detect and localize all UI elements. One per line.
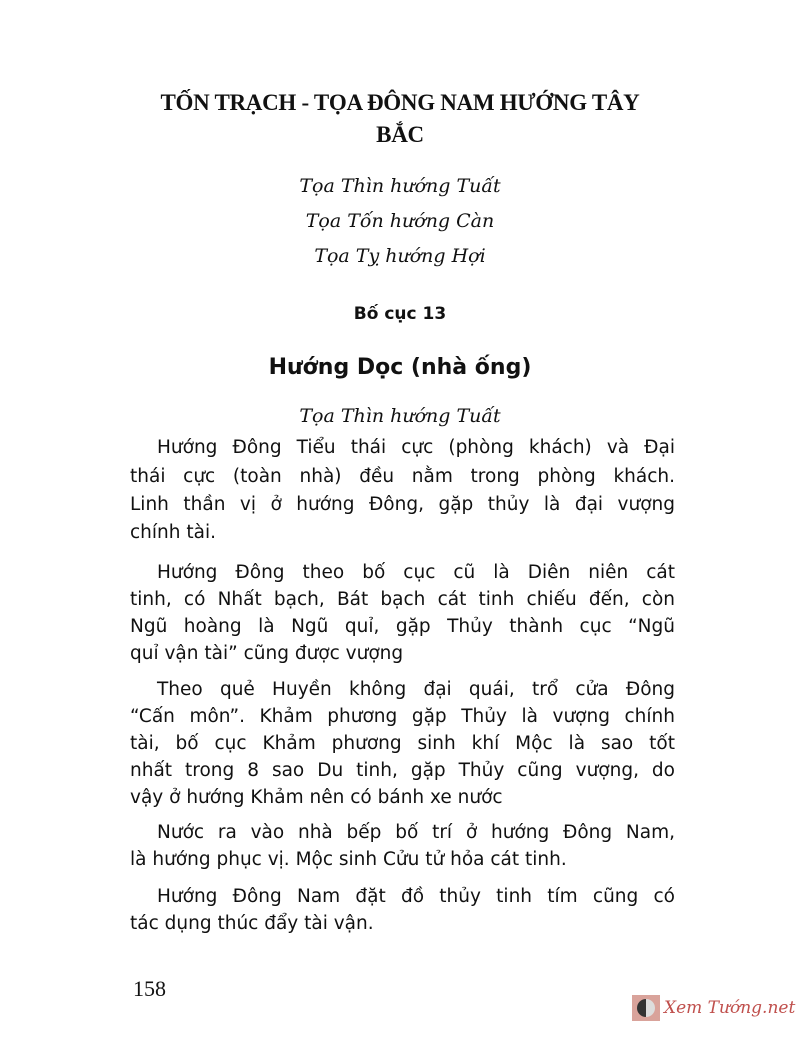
paragraph-line: nhất trong 8 sao Du tinh, gặp Thủy cũng vượng, do	[130, 760, 675, 781]
paragraph-line: tinh, có Nhất bạch, Bát bạch cát tinh chiếu đến, còn	[130, 589, 675, 610]
yin-yang-icon	[632, 995, 660, 1021]
paragraph-line: chính tài.	[130, 522, 216, 543]
paragraph-line: Linh thần vị ở hướng Đông, gặp thủy là đại vượng	[130, 494, 675, 515]
page-number: 158	[133, 976, 166, 1001]
watermark-text: Xem Tướng.net	[664, 998, 796, 1018]
paragraph-line: quỉ vận tài” cũng được vượng	[130, 643, 404, 664]
paragraph-line: tài, bố cục Khảm phương sinh khí Mộc là sao tốt	[130, 733, 675, 754]
subtitle: Tọa Tỵ hướng Hợi	[314, 245, 486, 267]
section-label: Bố cục 13	[353, 304, 447, 324]
subtitle: Tọa Thìn hướng Tuất	[299, 175, 501, 197]
paragraph-line: Ngũ hoàng là Ngũ quỉ, gặp Thủy thành cục “Ngũ	[130, 616, 675, 637]
paragraph-line: Nước ra vào nhà bếp bố trí ở hướng Đông Nam,	[157, 822, 675, 843]
paragraph-line: Hướng Đông Tiểu thái cực (phòng khách) và Đại	[157, 437, 675, 458]
watermark	[632, 995, 795, 1021]
paragraph-line: thái cực (toàn nhà) đều nằm trong phòng khách.	[130, 466, 675, 487]
subtitle: Tọa Tốn hướng Càn	[305, 210, 495, 232]
paragraph-line: Hướng Đông theo bố cục cũ là Diên niên cát	[157, 562, 675, 583]
paragraph-line: là hướng phục vị. Mộc sinh Cửu tử hỏa cát tinh.	[130, 849, 567, 870]
page-title-line1: TỐN TRẠCH - TỌA ĐÔNG NAM HƯỚNG TÂY	[160, 90, 640, 115]
section-heading: Hướng Dọc (nhà ống)	[268, 355, 532, 380]
paragraph-line: vậy ở hướng Khảm nên có bánh xe nước	[130, 787, 503, 808]
paragraph-line: Theo quẻ Huyền không đại quái, trổ cửa Đông	[157, 679, 675, 700]
section-subheading: Tọa Thìn hướng Tuất	[299, 405, 501, 427]
paragraph-line: “Cấn môn”. Khảm phương gặp Thủy là vượng chính	[130, 706, 675, 727]
paragraph-line: tác dụng thúc đẩy tài vận.	[130, 913, 374, 934]
page-title-line2: BẮC	[376, 122, 424, 147]
paragraph-line: Hướng Đông Nam đặt đồ thủy tinh tím cũng có	[157, 886, 675, 907]
